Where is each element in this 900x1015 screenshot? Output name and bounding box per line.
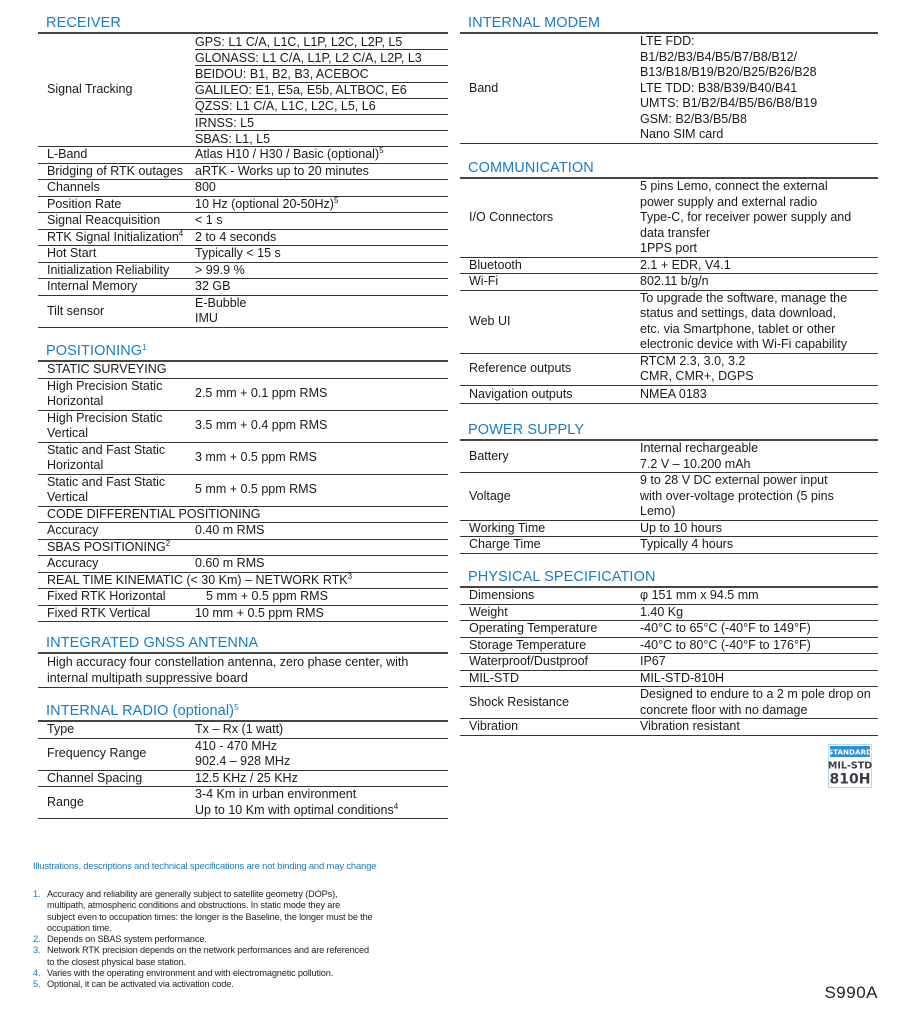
footnote-text [47, 945, 369, 968]
label-line: Vertical [47, 426, 88, 440]
spec-row [38, 475, 448, 507]
row-value: 32 GB [195, 279, 231, 294]
footnote-item [33, 934, 433, 945]
receiver-table [38, 32, 448, 328]
description-line: High accuracy four constellation antenna, zero phase center, with [47, 655, 409, 669]
value-line: power supply and external radio [640, 194, 818, 209]
row-label: Band [469, 80, 499, 95]
spec-row [38, 556, 448, 573]
mil-std-810h-badge-icon [828, 744, 872, 788]
footnote-ref: 3 [347, 571, 353, 581]
row-value: Up to 10 hours [640, 520, 722, 535]
title-text: INTERNAL RADIO (optional) [46, 703, 235, 719]
value-text: Up to 10 Km with optimal conditions [195, 802, 394, 817]
spec-row [38, 771, 448, 788]
spec-row [460, 258, 878, 275]
row-label: I/O Connectors [469, 210, 554, 224]
value-line: 3-4 Km in urban environment [195, 787, 357, 801]
row-value [640, 179, 878, 257]
spec-row [460, 473, 878, 521]
spec-row [460, 638, 878, 655]
spec-row [38, 213, 448, 230]
radio-title [38, 702, 448, 720]
physical-section [460, 568, 878, 736]
value-text: 10 Hz (optional 20-50Hz) [195, 196, 334, 211]
row-value [640, 441, 878, 472]
spec-row [38, 263, 448, 280]
row-value: 0.40 m RMS [195, 523, 265, 537]
footnote-ref: 4 [393, 801, 399, 811]
footnote-number: 2. [33, 934, 41, 945]
physical-table [460, 586, 878, 736]
row-value: MIL-STD-810H [640, 670, 725, 685]
footnote-item [33, 968, 433, 979]
footnote-ref: 4 [178, 228, 184, 238]
badge-text-810h: 810H [829, 771, 871, 788]
footnote-item [33, 889, 433, 934]
row-label: Waterproof/Dustproof [469, 654, 589, 668]
antenna-section [38, 634, 448, 688]
value-line: 5 pins Lemo, connect the external [640, 179, 828, 193]
code-differential-heading: CODE DIFFERENTIAL POSITIONING [47, 506, 261, 521]
row-label: Shock Resistance [469, 694, 570, 709]
row-label: Weight [469, 604, 508, 619]
spec-row [460, 521, 878, 538]
spec-row [38, 379, 448, 411]
footnote-ref: 5 [379, 146, 384, 156]
row-value [640, 34, 878, 143]
row-value: -40°C to 80°C (-40°F to 176°F) [640, 637, 811, 652]
row-value [640, 473, 878, 520]
badge-text-milstd: MIL-STD [828, 760, 872, 772]
row-label: Voltage [469, 488, 511, 503]
spec-row [460, 291, 878, 354]
spec-row [38, 197, 448, 214]
spec-row [460, 441, 878, 473]
value-line: LTE TDD: B38/B39/B40/B41 [640, 80, 798, 95]
signal-value: BEIDOU: B1, B2, B3, ACEBOC [195, 66, 448, 82]
antenna-title: INTEGRATED GNSS ANTENNA [46, 635, 259, 651]
value-line: 1PPS port [640, 241, 697, 255]
row-value: 5 mm + 0.5 ppm RMS [195, 482, 317, 497]
row-value: 1.40 Kg [640, 604, 684, 619]
disclaimer: Illustrations, descriptions and technical specifications are not binding and may change [33, 861, 377, 872]
row-label: Bridging of RTK outages [47, 163, 183, 178]
spec-row [460, 671, 878, 688]
label-line: Vertical [47, 490, 88, 504]
modem-title: INTERNAL MODEM [468, 15, 601, 31]
value-text: Atlas H10 / H30 / Basic (optional) [195, 147, 380, 162]
subheading-row [38, 362, 448, 379]
value-line: UMTS: B1/B2/B4/B5/B6/B8/B19 [640, 96, 818, 110]
row-value [195, 739, 448, 770]
communication-section [460, 159, 878, 404]
spec-row [38, 739, 448, 771]
row-value [640, 354, 878, 385]
row-label: Signal Tracking [47, 82, 133, 97]
row-value [195, 197, 448, 213]
value-line: with over-voltage protection (5 pins [640, 488, 834, 503]
spec-row [460, 621, 878, 638]
row-label: MIL-STD [469, 670, 519, 685]
footnote-ref: 2 [165, 538, 171, 548]
row-label: Storage Temperature [469, 637, 587, 652]
model-name: S990A [824, 983, 878, 1002]
signal-value: IRNSS: L5 [195, 115, 448, 131]
footnote-number: 4. [33, 968, 41, 979]
row-label: Accuracy [47, 523, 99, 537]
value-line: B1/B2/B3/B4/B5/B7/B8/B12/ [640, 49, 798, 64]
row-label [38, 379, 195, 410]
footnote-text: Depends on SBAS system performance. [47, 934, 207, 945]
row-label: Dimensions [469, 588, 535, 602]
row-value: Typically 4 hours [640, 537, 734, 551]
subheading-row [38, 573, 448, 590]
spec-row [460, 687, 878, 719]
spec-row [38, 180, 448, 197]
value-line: LTE FDD: [640, 34, 695, 48]
power-section [460, 421, 878, 554]
value-line: data transfer [640, 225, 711, 240]
title-text: POSITIONING [46, 343, 143, 359]
row-label: Type [47, 722, 75, 736]
row-value: Tx – Rx (1 watt) [195, 722, 284, 736]
row-value: aRTK - Works up to 20 minutes [195, 163, 369, 178]
row-label: Charge Time [469, 537, 541, 551]
row-value: IP67 [640, 654, 666, 668]
row-label: Signal Reacquisition [47, 213, 161, 228]
footnote-line: subject even to occupation times: the longer is the Baseline, the longer must be the [47, 911, 373, 922]
row-label: Navigation outputs [469, 386, 573, 401]
row-label: Hot Start [47, 246, 97, 261]
row-label: Web UI [469, 313, 511, 328]
spec-row [38, 443, 448, 475]
label-line: Static and Fast Static [47, 442, 166, 457]
power-title: POWER SUPPLY [468, 422, 585, 438]
value-line: RTCM 2.3, 3.0, 3.2 [640, 353, 746, 368]
spec-row [460, 719, 878, 736]
value-line: CMR, CMR+, DGPS [640, 369, 754, 383]
band-row [460, 34, 878, 144]
row-value [640, 291, 878, 353]
row-label: Battery [469, 448, 509, 463]
value-line: 7.2 V – 10.200 mAh [640, 456, 751, 471]
antenna-table [38, 652, 448, 688]
footnote-text [47, 889, 373, 934]
description-line: internal multipath suppressive board [47, 670, 248, 685]
badge-text-standard: STANDARD [828, 747, 872, 757]
row-label: Accuracy [47, 556, 99, 570]
footnote-ref: 5 [333, 195, 339, 205]
footnote-line: Accuracy and reliability are generally subject to satellite geometry (DOPs), [47, 889, 338, 899]
footnote-text: Varies with the operating environment and with electromagnetic pollution. [47, 968, 334, 979]
sbas-positioning-heading [38, 540, 448, 556]
modem-section [460, 14, 878, 144]
row-value: 2.5 mm + 0.1 ppm RMS [195, 386, 328, 401]
antenna-description-row [38, 654, 448, 688]
row-label: Reference outputs [469, 361, 572, 376]
row-label: Initialization Reliability [47, 262, 170, 277]
row-label: Fixed RTK Vertical [47, 605, 151, 620]
row-label: Range [47, 794, 84, 809]
spec-row [460, 654, 878, 671]
spec-row [460, 605, 878, 622]
row-value: 800 [195, 180, 216, 195]
value-line: E-Bubble [195, 295, 247, 310]
value-line: concrete floor with no damage [640, 702, 808, 717]
footnote-item [33, 979, 433, 990]
value-line [195, 803, 448, 819]
subheading-row [38, 540, 448, 557]
row-label: Fixed RTK Horizontal [47, 589, 166, 603]
row-value: NMEA 0183 [640, 386, 707, 401]
row-value: 0.60 m RMS [195, 556, 265, 570]
spec-row [460, 179, 878, 258]
antenna-description [38, 654, 408, 687]
spec-row [460, 588, 878, 605]
radio-table [38, 720, 448, 819]
label-line: Static and Fast Static [47, 474, 166, 489]
row-label [38, 411, 195, 442]
value-line: etc. via Smartphone, tablet or other [640, 321, 836, 336]
receiver-title: RECEIVER [46, 15, 121, 31]
spec-row [460, 354, 878, 386]
row-label: Channel Spacing [47, 770, 143, 785]
label-line: High Precision Static [47, 410, 163, 425]
row-value: 3.5 mm + 0.4 ppm RMS [195, 418, 328, 433]
heading-text: REAL TIME KINEMATIC (< 30 Km) – NETWORK RTK [47, 572, 348, 587]
row-label [38, 443, 195, 474]
spec-row [38, 230, 448, 247]
value-line: Nano SIM card [640, 127, 724, 141]
row-label: Bluetooth [469, 257, 522, 272]
heading-text: SBAS POSITIONING [47, 539, 166, 554]
label-line: High Precision Static [47, 378, 163, 393]
spec-row [460, 386, 878, 405]
signal-tracking-row [38, 34, 448, 147]
row-label [38, 230, 195, 246]
footnote-number: 3. [33, 945, 41, 956]
footnotes [33, 889, 433, 991]
row-label: L-Band [47, 147, 88, 162]
value-line: 9 to 28 V DC external power input [640, 473, 828, 487]
label-text: RTK Signal Initialization [47, 229, 179, 244]
spec-row [38, 606, 448, 623]
value-line: B13/B18/B19/B20/B25/B26/B28 [640, 65, 817, 79]
value-line: IMU [195, 311, 218, 326]
row-value: 12.5 KHz / 25 KHz [195, 770, 298, 785]
tilt-row [38, 296, 448, 328]
signal-value: SBAS: L1, L5 [195, 131, 271, 146]
footnote-line: multipath, atmospheric conditions and obstructions. In static mode they are [47, 900, 341, 911]
footnote-line: occupation time. [47, 922, 112, 933]
row-value [640, 687, 878, 718]
spec-row [38, 164, 448, 181]
value-line: 410 - 470 MHz [195, 738, 277, 753]
row-value: > 99.9 % [195, 262, 245, 277]
row-value: 10 mm + 0.5 ppm RMS [195, 605, 324, 620]
spec-row [38, 246, 448, 263]
value-line: 902.4 – 928 MHz [195, 754, 291, 768]
row-label: Tilt sensor [47, 303, 105, 318]
value-line: status and settings, data download, [640, 306, 836, 320]
signal-value: QZSS: L1 C/A, L1C, L2C, L5, L6 [195, 99, 448, 115]
spec-row [460, 537, 878, 554]
row-label [38, 475, 195, 506]
communication-title: COMMUNICATION [468, 160, 594, 176]
spec-row [460, 274, 878, 291]
communication-table [460, 177, 878, 404]
signal-tracking-values [195, 34, 448, 146]
row-value: Vibration resistant [640, 719, 740, 733]
footnote-ref: 1 [142, 343, 147, 352]
spec-row [38, 147, 448, 164]
static-surveying-heading: STATIC SURVEYING [47, 362, 167, 376]
spec-row [38, 787, 448, 819]
row-label: Frequency Range [47, 746, 147, 761]
spec-row [38, 722, 448, 739]
rtk-heading [38, 573, 448, 589]
subheading-row [38, 507, 448, 524]
value-line: Internal rechargeable [640, 441, 759, 455]
footnote-ref: 5 [234, 703, 239, 712]
label-line: Horizontal [47, 394, 104, 408]
row-value [195, 787, 448, 818]
value-line: Designed to endure to a 2 m pole drop on [640, 687, 871, 701]
physical-title: PHYSICAL SPECIFICATION [468, 569, 656, 585]
footnote-text: Optional, it can be activated via activation code. [47, 979, 234, 990]
row-label: Channels [47, 180, 100, 195]
value-line: electronic device with Wi-Fi capability [640, 337, 848, 351]
positioning-section [38, 342, 448, 622]
row-label: Working Time [469, 520, 546, 535]
row-label: Internal Memory [47, 279, 138, 294]
value-line: To upgrade the software, manage the [640, 290, 848, 305]
footnote-item [33, 945, 433, 968]
row-value: 802.11 b/g/n [640, 274, 709, 288]
positioning-table [38, 360, 448, 622]
row-label: Operating Temperature [469, 621, 598, 635]
row-label: Vibration [469, 719, 519, 733]
spec-row [38, 523, 448, 540]
radio-section [38, 702, 448, 819]
row-value: -40°C to 65°C (-40°F to 149°F) [640, 621, 811, 635]
footnote-line: Network RTK precision depends on the network performances and are referenced [47, 945, 369, 956]
row-value [195, 147, 448, 163]
value-line: Type-C, for receiver power supply and [640, 210, 852, 224]
row-value: Typically < 15 s [195, 246, 281, 261]
footnote-line: to the closest physical base station. [47, 956, 186, 967]
footnote-number: 5. [33, 979, 41, 990]
row-value: 3 mm + 0.5 ppm RMS [195, 450, 317, 465]
spec-row [38, 411, 448, 443]
row-label: Position Rate [47, 196, 122, 211]
receiver-section [38, 14, 448, 328]
row-value: φ 151 mm x 94.5 mm [640, 588, 759, 602]
spec-row [38, 279, 448, 296]
value-line: GSM: B2/B3/B5/B8 [640, 111, 747, 126]
row-value: 2 to 4 seconds [195, 229, 277, 244]
label-line: Horizontal [47, 458, 104, 472]
footnote-number: 1. [33, 889, 41, 899]
row-value: 2.1 + EDR, V4.1 [640, 257, 731, 272]
signal-value: GALILEO: E1, E5a, E5b, ALTBOC, E6 [195, 83, 448, 99]
positioning-title [38, 342, 448, 360]
modem-table [460, 32, 878, 144]
signal-value: GLONASS: L1 C/A, L1P, L2 C/A, L2P, L3 [195, 50, 448, 66]
spec-row [38, 589, 448, 606]
signal-value: GPS: L1 C/A, L1C, L1P, L2C, L2P, L5 [195, 34, 448, 50]
row-label: Wi-Fi [469, 274, 499, 288]
row-value: 5 mm + 0.5 ppm RMS [206, 589, 328, 603]
row-value [195, 296, 448, 327]
row-value: < 1 s [195, 213, 223, 228]
value-line: Lemo) [640, 504, 676, 518]
power-table [460, 439, 878, 554]
